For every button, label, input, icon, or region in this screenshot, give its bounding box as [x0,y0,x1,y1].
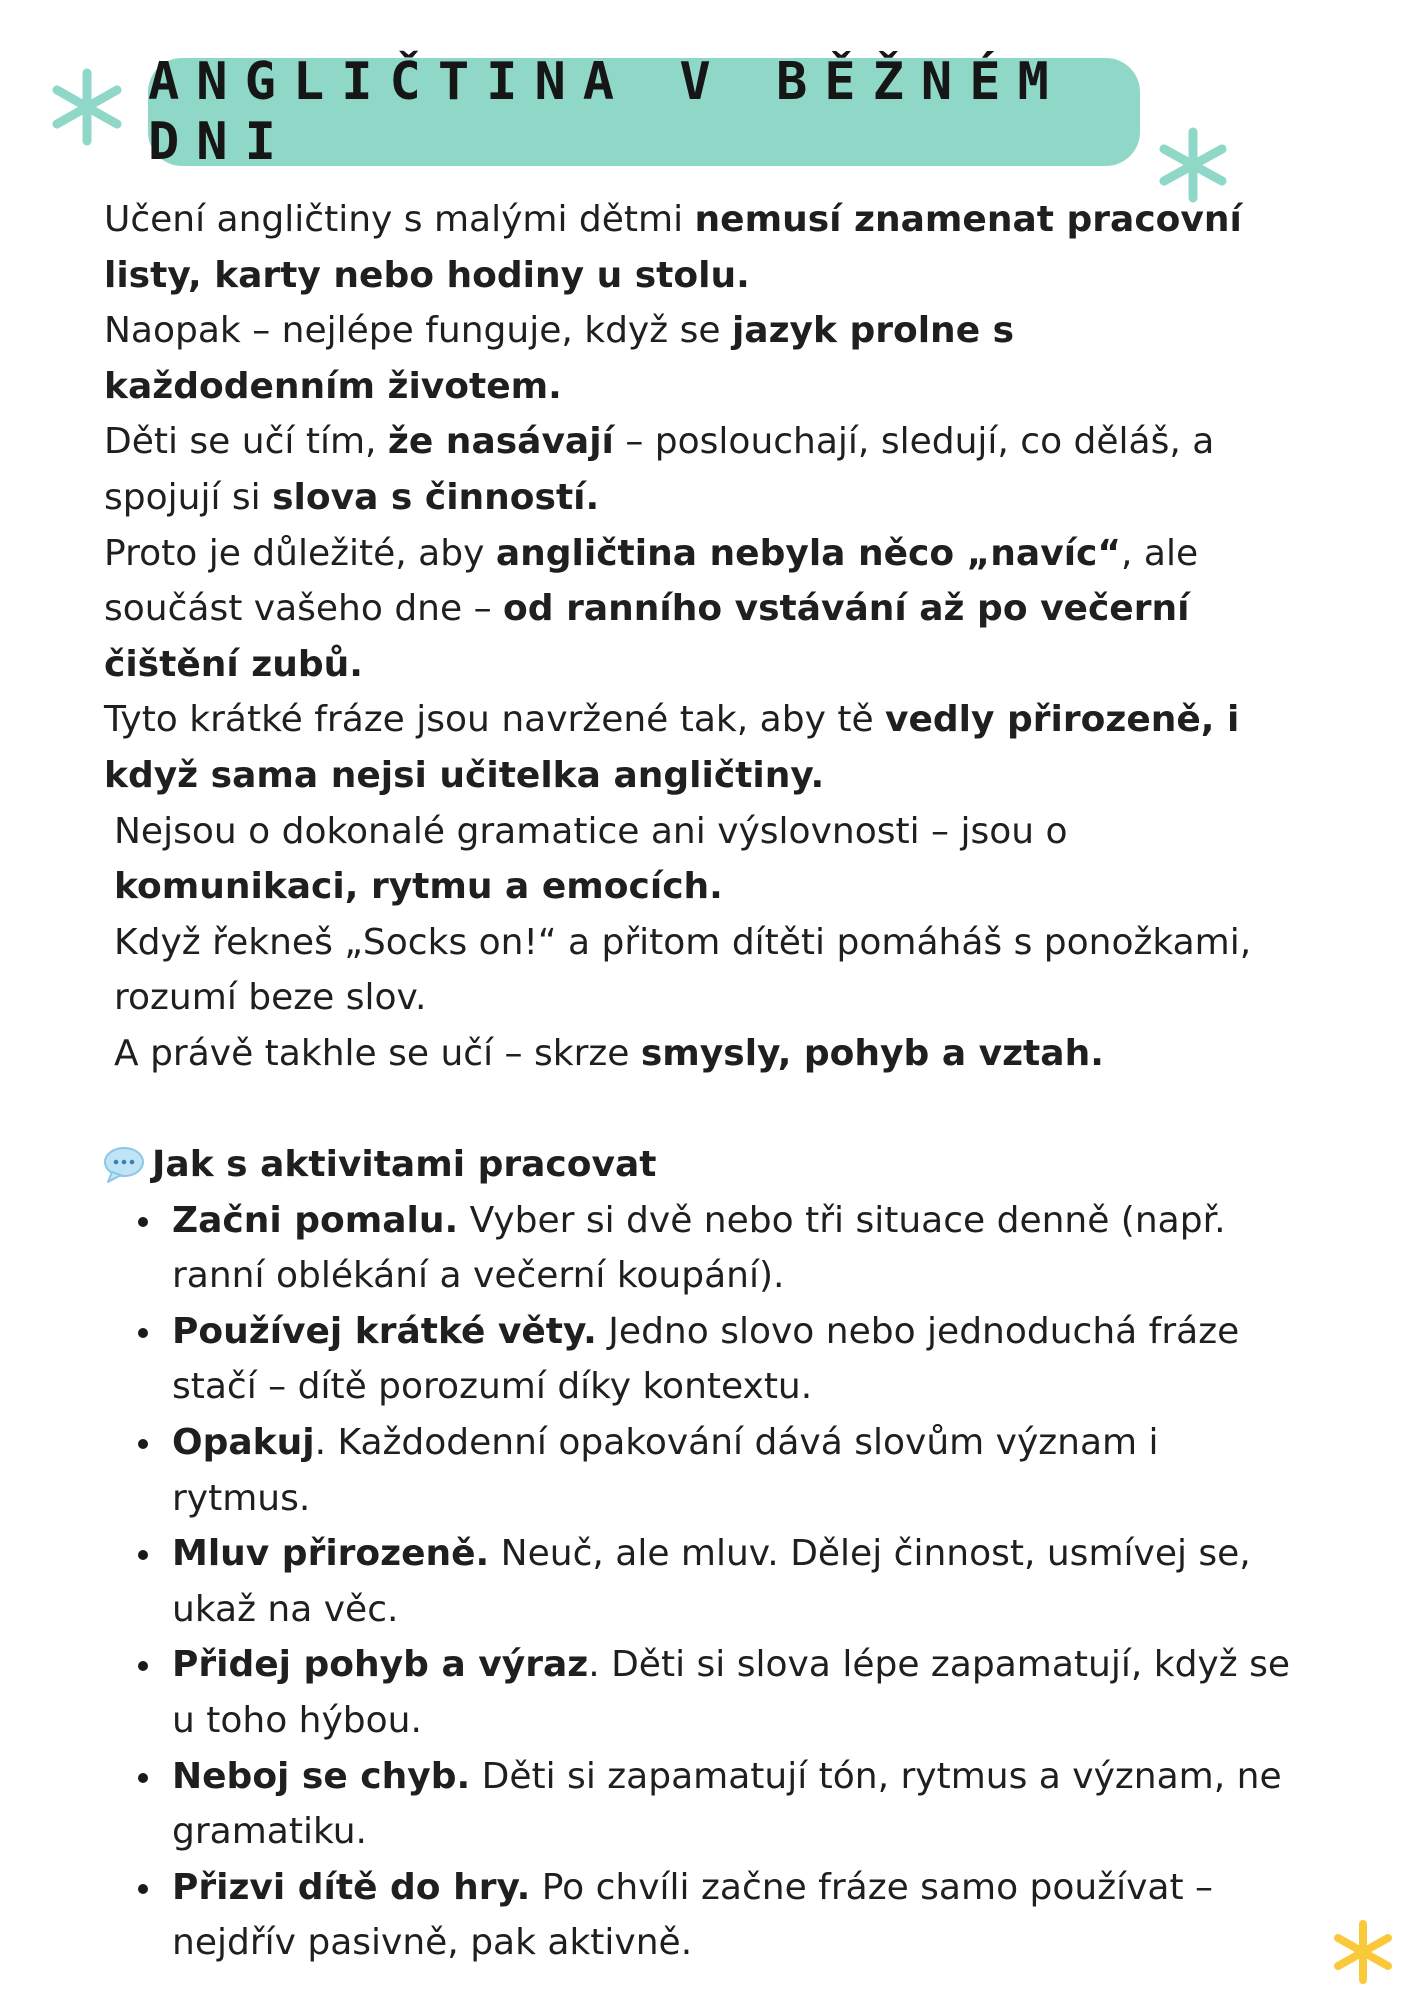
text: Když řekneš „Socks on!“ a přitom dítěti pomáháš s ponožkami, rozumí beze slov. [114,921,1252,1019]
intro-paragraph [104,1026,1294,1082]
section-heading [104,1137,1294,1193]
list-item [172,1415,1294,1526]
text: Tyto krátké fráze jsou navržené tak, aby tě [104,699,886,741]
text: Proto je důležité, aby [104,532,496,574]
intro-paragraph [104,192,1294,303]
intro-paragraph [104,804,1294,915]
bold-text: Mluv přirozeně. [172,1533,490,1575]
text: Děti se učí tím, [104,421,388,463]
bold-text: slova s činností. [272,476,600,518]
text: Nejsou o dokonalé gramatice ani výslovnosti – jsou o [114,810,1068,852]
intro-paragraph [104,915,1294,1026]
text: . Děti si slova lépe zapamatují, když se u toho hýbou. [172,1644,1290,1742]
list-item [172,1637,1294,1748]
list-item [172,1860,1294,1971]
bold-text: od ranního vstávání až po večerní čištění zubů. [104,588,1190,685]
bold-text: vedly přirozeně, i když sama nejsi učitelka angličtiny. [104,699,1240,796]
text: Vyber si dvě nebo tři situace denně (např. ranní oblékání a večerní koupání). [172,1199,1226,1297]
bold-text: Začni pomalu. [172,1199,459,1241]
speech-bubble-icon [102,1145,146,1185]
list-item [172,1193,1294,1304]
section-title: Jak s aktivitami pracovat [152,1144,657,1186]
sparkle-icon [1329,1918,1397,1986]
text: – poslouchají, sledují, co děláš, a spojují si [104,421,1215,518]
bold-text: angličtina nebyla něco „navíc“ [495,532,1122,574]
intro-paragraph [104,692,1294,803]
tips-list [104,1193,1294,1971]
intro-paragraph [104,526,1294,693]
bold-text: Přidej pohyb a výraz [172,1644,589,1686]
bold-text: Přizvi dítě do hry. [172,1866,531,1908]
text: Po chvíli začne fráze samo používat – nejdřív pasivně, pak aktivně. [172,1866,1214,1964]
text: Děti si zapamatují tón, rytmus a význam, ne gramatiku. [172,1755,1282,1853]
bold-text: Neboj se chyb. [172,1755,471,1797]
page-title: ANGLIČTINA V BĚŽNÉM DNI [148,52,1066,172]
bold-text: smysly, pohyb a vztah. [640,1032,1104,1074]
text: , ale součást vašeho dne – [104,532,1199,630]
bold-text: Opakuj [172,1422,315,1464]
bold-text: Používej krátké věty. [172,1310,597,1352]
text: Učení angličtiny s malými dětmi [104,199,695,240]
bold-text: jazyk prolne s každodenním životem. [104,310,1015,407]
sparkle-icon [46,66,128,148]
text: Jedno slovo nebo jednoduchá fráze stačí – dítě porozumí díky kontextu. [172,1310,1240,1408]
bold-text: komunikaci, rytmu a emocích. [114,866,723,908]
text: A právě takhle se učí – skrze [114,1032,641,1074]
intro-paragraph [104,303,1294,414]
list-item [172,1526,1294,1637]
list-item [172,1304,1294,1415]
text: Neuč, ale mluv. Dělej činnost, usmívej se, ukaž na věc. [172,1533,1251,1630]
bold-text: že nasávají [387,421,614,463]
title-banner [148,52,1140,172]
intro-paragraph [104,414,1294,525]
spacer [104,1082,1294,1138]
list-item [172,1749,1294,1860]
text: Naopak – nejlépe funguje, když se [104,310,732,352]
text: . Každodenní opakování dává slovům význam i rytmus. [172,1422,1159,1519]
main-content [104,192,1294,1971]
bold-text: nemusí znamenat pracovní listy, karty nebo hodiny u stolu. [104,199,1242,296]
